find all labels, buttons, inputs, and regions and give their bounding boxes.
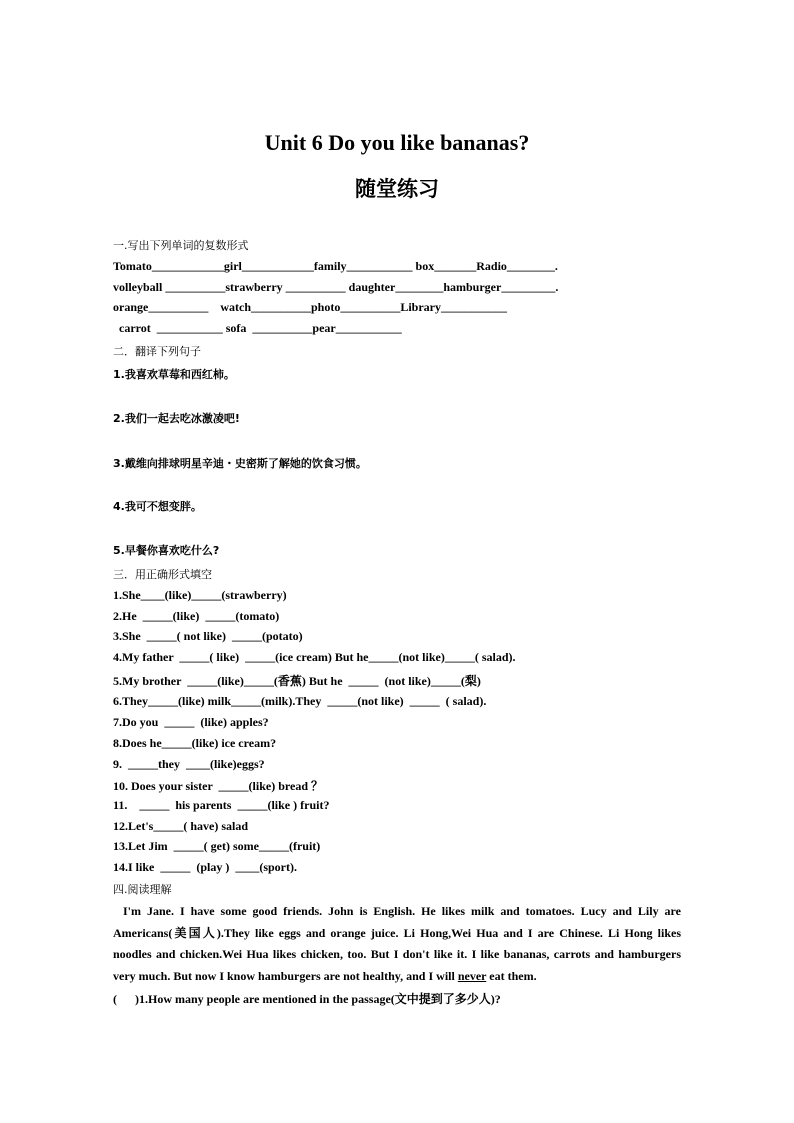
section2-heading: 二．翻译下列句子	[113, 345, 201, 358]
fill-blank-item: 10. Does your sister _____(like) bread ？	[113, 779, 323, 793]
translation-item: 4.我可不想变胖。	[113, 500, 202, 513]
reading-question: ( )1.How many people are mentioned in the passage(文中提到了多少人)?	[113, 992, 501, 1006]
translation-item: 5.早餐你喜欢吃什么?	[113, 544, 220, 557]
fill-blank-item: 12.Let's_____( have) salad	[113, 819, 248, 833]
word-row: volleyball __________strawberry __________ daughter________hamburger_________.	[113, 280, 559, 294]
fill-blank-item: 2.He _____(like) _____(tomato)	[113, 609, 280, 623]
translation-item: 3.戴维向排球明星辛迪・史密斯了解她的饮食习惯。	[113, 457, 367, 470]
translation-item: 2.我们一起去吃冰激凌吧!	[113, 412, 240, 425]
page-title: Unit 6 Do you like bananas?	[264, 130, 530, 155]
section3-heading: 三．用正确形式填空	[113, 568, 212, 581]
passage-underlined-word: never	[457, 968, 487, 983]
fill-blank-item: 11. _____ his parents _____(like ) fruit?	[113, 798, 330, 812]
word-row: orange__________ watch__________photo__________Library___________	[113, 300, 507, 314]
word-row: Tomato____________girl____________family___________ box_______Radio________.	[113, 259, 558, 273]
fill-blank-item: 8.Does he_____(like) ice cream?	[113, 736, 277, 750]
fill-blank-item: 3.She _____( not like) _____(potato)	[113, 629, 303, 643]
fill-blank-item: 13.Let Jim _____( get) some_____(fruit)	[113, 839, 321, 853]
fill-blank-item: 5.My brother _____(like)_____(香蕉) But he _____ (not like)_____(梨)	[113, 674, 481, 688]
fill-blank-item: 14.I like _____ (play ) ____(sport).	[113, 860, 297, 874]
passage-text: I'm Jane. I have some good friends. John is English. He likes milk and tomatoes. Lucy and Lily are Americans(美国人).They like eggs and orange juice. Li Hong,Wei Hua and I are Chinese. Li Hong likes noodles and chicken.Wei Hua likes chicken, too. But I don't like it. I like bananas, carrots and hamburgers very much. But now I know hamburgers are not healthy, and I will	[113, 904, 681, 983]
fill-blank-item: 6.They_____(like) milk_____(milk).They _____(not like) _____ ( salad).	[113, 694, 487, 708]
reading-passage	[113, 901, 681, 987]
page-subtitle: 随堂练习	[355, 177, 439, 201]
fill-blank-item: 9. _____they ____(like)eggs?	[113, 757, 265, 771]
fill-blank-item: 7.Do you _____ (like) apples?	[113, 715, 269, 729]
passage-text-end: eat them.	[486, 968, 537, 983]
fill-blank-item: 1.She____(like)_____(strawberry)	[113, 588, 287, 602]
translation-item: 1.我喜欢草莓和西红柿。	[113, 368, 235, 381]
fill-blank-item: 4.My father _____( like) _____(ice cream) But he_____(not like)_____( salad).	[113, 650, 516, 664]
section4-heading: 四.阅读理解	[113, 883, 172, 896]
word-row: carrot ___________ sofa __________pear___________	[113, 321, 402, 335]
section1-heading: 一.写出下列单词的复数形式	[113, 239, 249, 252]
